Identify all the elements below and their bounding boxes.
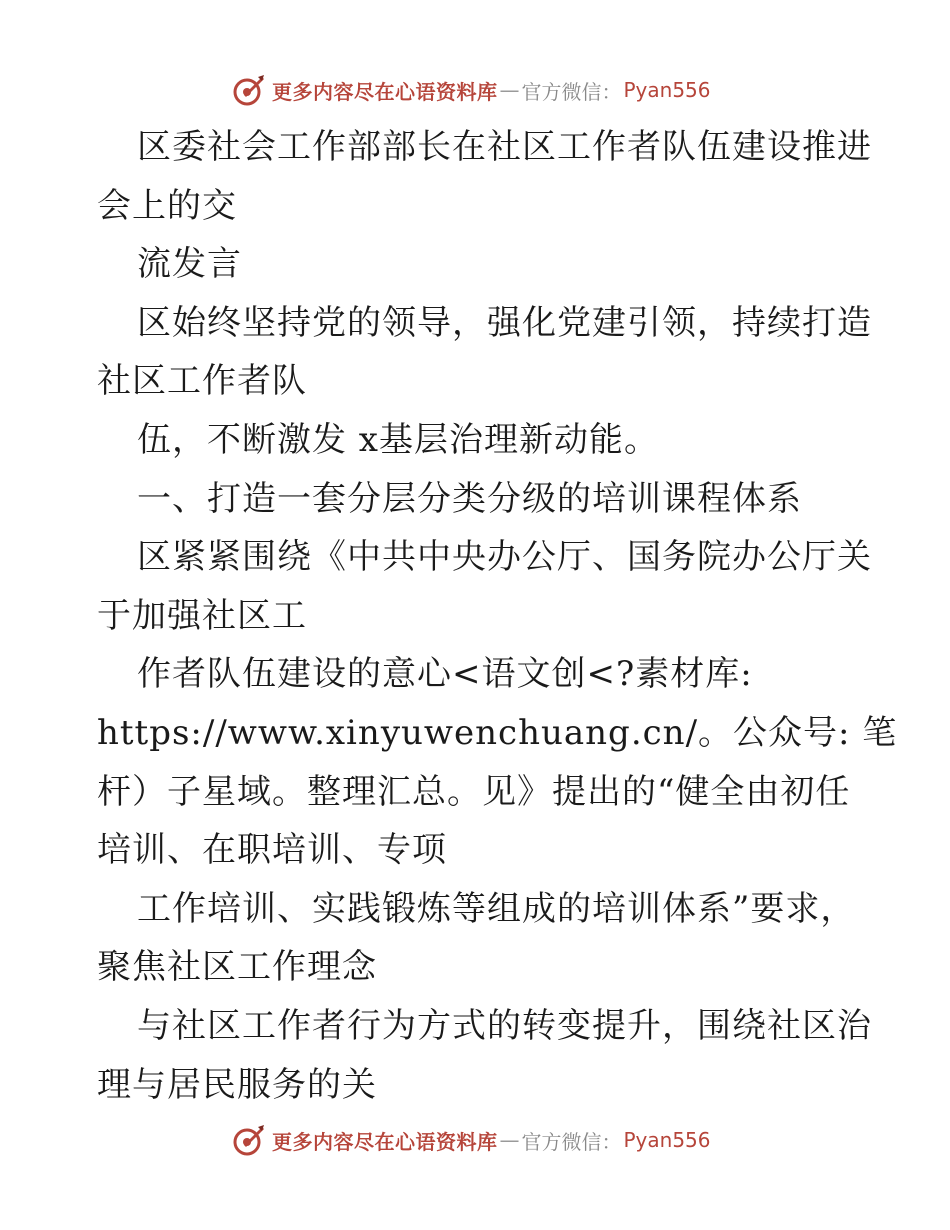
banner-wechat-label: 官方微信： — [521, 1129, 622, 1154]
text-line: 聚焦社区工作理念 — [97, 947, 377, 988]
text-line: 培训、在职培训、专项 — [97, 830, 447, 871]
banner-separator: — — [499, 78, 520, 102]
text-line: 工作培训、实践锻炼等组成的培训体系”要求， — [137, 888, 856, 929]
banner-brand-text: 更多内容尽在心语资料库 — [272, 79, 498, 104]
text-line: 于加强社区工 — [97, 595, 307, 636]
text-line: 区始终坚持党的领导，强化党建引领，持续打造 — [137, 302, 872, 343]
banner-separator: — — [499, 1128, 520, 1152]
banner-wechat-label: 官方微信： — [521, 79, 622, 104]
text-line: 社区工作者队 — [97, 361, 307, 402]
banner-brand-text: 更多内容尽在心语资料库 — [272, 1129, 498, 1154]
text-line: 伍，不断激发 x基层治理新动能。 — [137, 419, 659, 460]
text-line: 流发言 — [137, 244, 242, 285]
text-line: 区紧紧围绕《中共中央办公厅、国务院办公厅关 — [137, 537, 872, 578]
text-line: 会上的交 — [97, 185, 237, 226]
quill-logo-icon — [232, 1123, 266, 1157]
banner-wechat-id: Pyan556 — [623, 78, 711, 102]
text-line: 作者队伍建设的意心<语文创<?素材库: — [137, 654, 753, 695]
text-line: 与社区工作者行为方式的转变提升，围绕社区治 — [137, 1005, 872, 1046]
section-heading: 一、打造一套分层分类分级的培训课程体系 — [137, 478, 802, 519]
text-line: 理与居民服务的关 — [97, 1064, 377, 1105]
banner-wechat-id: Pyan556 — [623, 1128, 711, 1152]
footer-banner — [232, 1120, 752, 1160]
header-banner — [232, 70, 752, 110]
text-line: 杆）子星域。整理汇总。见》提出的“健全由初任 — [97, 771, 851, 812]
text-line: 区委社会工作部部长在社区工作者队伍建设推进 — [137, 127, 872, 167]
document-body — [97, 118, 898, 1114]
text-line-url: https://www.xinyuwenchuang.cn/。公众号: 笔 — [97, 712, 898, 753]
quill-logo-icon — [232, 73, 266, 107]
